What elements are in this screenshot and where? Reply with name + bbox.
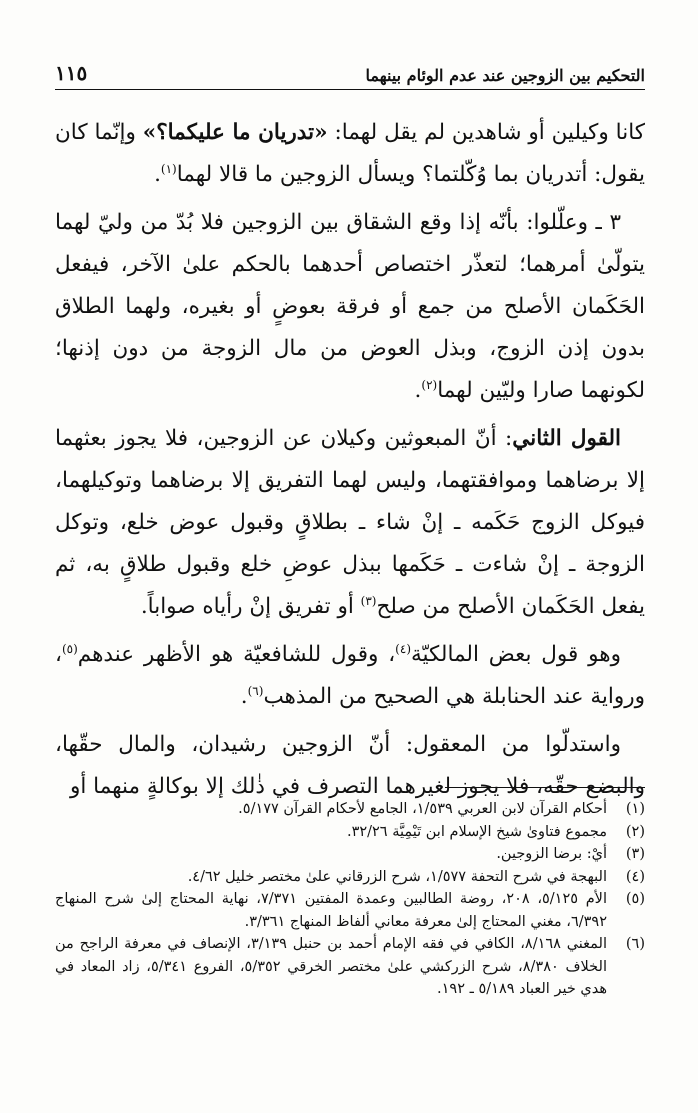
footnote-item — [55, 843, 645, 866]
paragraph-1 — [55, 112, 645, 196]
footnote-item — [55, 888, 645, 933]
footnote-text: المغني ٨/١٦٨، الكافي في فقه الإمام أحمد بن حنبل ٣/١٣٩، الإنصاف في معرفة الراجح من الخلاف ٨/٣٨٠، شرح الزركشي علىٰ مختصر الخرقي ٥/٣٥٢، الفروع ٥/٣٤١، زاد المعاد في هدي خير العباد ٥/١٨٩ ـ ١٩٢. — [55, 936, 607, 997]
footnote-item — [55, 866, 645, 889]
footnote-text: أيْ: برضا الزوجين. — [496, 846, 607, 862]
footnote-text: أحكام القرآن لابن العربي ١/٥٣٩، الجامع لأحكام القرآن ٥/١٧٧. — [238, 801, 607, 817]
footnote-divider — [445, 787, 645, 788]
text-run: . — [414, 378, 422, 403]
paragraph-4 — [55, 634, 645, 718]
running-title: التحكيم بين الزوجين عند عدم الوئام بينهما — [365, 66, 645, 85]
footnote-item — [55, 798, 645, 821]
footnote-text: الأم ٥/١٢٥، ٢٠٨، روضة الطالبين وعمدة المفتين ٧/٣٧١، نهاية المحتاج إلىٰ شرح المنهاج ٦/٣٩٢، مغني المحتاج إلىٰ معرفة معاني ألفاظ المنهاج ٣/٣٦١. — [55, 891, 607, 930]
text-run: ، وقول للشافعيّة هو الأظهر عندهم — [77, 642, 396, 667]
text-run: : أنّ المبعوثين وكيلان عن الزوجين، فلا يجوز بعثهما إلا برضاهما وموافقتهما، وليس لهما التفريق إلا برضاهما وتوكيلهما، فيوكل الزوج حَكَمه ـ إنْ شاء ـ بطلاقٍ وقبول عوض خلع، وتوكل الزوجة ـ إنْ شاءت ـ حَكَمها ببذل عوضِ خلع وقبول طلاقٍ به، ثم يفعل الحَكَمان الأصلح من صلح — [55, 426, 645, 619]
footnote-ref: (٦) — [247, 683, 264, 698]
footnote-item — [55, 821, 645, 844]
page — [55, 0, 645, 1113]
text-run: وهو قول بعض المالكيّة — [411, 642, 621, 667]
text-run: كانا وكيلين أو شاهدين لم يقل لهما: — [327, 120, 645, 145]
text-run: ٣ ـ وعلّلوا: بأنّه إذا وقع الشقاق بين الزوجين فلا بُدّ من وليّ لهما يتولّىٰ أمرهما؛ لتعذّر اختصاص أحدهما بالحكم علىٰ الآخر، فيفعل الحَكَمان الأصلح من جمع أو فرقة بعوضٍ أو بغيره، ولهما الطلاق بدون إذن الزوج، وبذل العوض من مال الزوجة من دون إذنها؛ لكونهما صارا وليّين لهما — [55, 210, 645, 403]
footnote-item — [55, 933, 645, 1001]
text-run: وإنّما كان يقول: أتدريان بما وُكّلتما؟ ويسأل الزوجين ما قالا لهما — [55, 120, 645, 187]
footnote-ref: (١) — [160, 161, 177, 176]
page-number: ١١٥ — [55, 61, 88, 85]
text-run: . — [240, 684, 248, 709]
footnote-ref: (٢) — [421, 377, 438, 392]
quoted-phrase: «تدريان ما عليكما؟» — [142, 120, 328, 145]
paragraph-2 — [55, 202, 645, 412]
main-text — [55, 112, 645, 814]
footnote-ref: (٤) — [395, 641, 411, 656]
running-header — [55, 58, 645, 90]
footnote-number: (٣) — [625, 846, 645, 862]
footnote-number: (٢) — [625, 823, 645, 840]
footnote-ref: (٣) — [360, 593, 377, 608]
section-heading: القول الثاني — [512, 426, 621, 451]
footnote-text: مجموع فتاوىٰ شيخ الإسلام ابن تَيْمِيَّة ٣٢/٢٦. — [346, 823, 607, 840]
footnotes — [55, 798, 645, 1001]
text-run: واستدلّوا من المعقول: أنّ الزوجين رشيدان، والمال حقّها، والبضع حقّه، فلا يجوز لغيرهما التصرف في ذٰلك إلا بوكالةٍ منهما أو — [55, 732, 645, 799]
footnote-number: (٦) — [625, 936, 645, 952]
text-run: . — [154, 162, 161, 187]
paragraph-3 — [55, 418, 645, 628]
footnote-number: (٤) — [625, 868, 645, 885]
footnote-number: (٥) — [625, 891, 645, 907]
paragraph-5 — [55, 724, 645, 808]
text-run: أو تفريق إنْ رأياه صواباً. — [140, 594, 361, 619]
footnote-number: (١) — [625, 801, 645, 817]
text-run: ، ورواية عند الحنابلة هي الصحيح من المذهب — [55, 642, 645, 709]
footnote-text: البهجة في شرح التحفة ١/٥٧٧، شرح الزرقاني علىٰ مختصر خليل ٤/٦٢. — [187, 868, 607, 885]
footnote-ref: (٥) — [61, 641, 78, 656]
